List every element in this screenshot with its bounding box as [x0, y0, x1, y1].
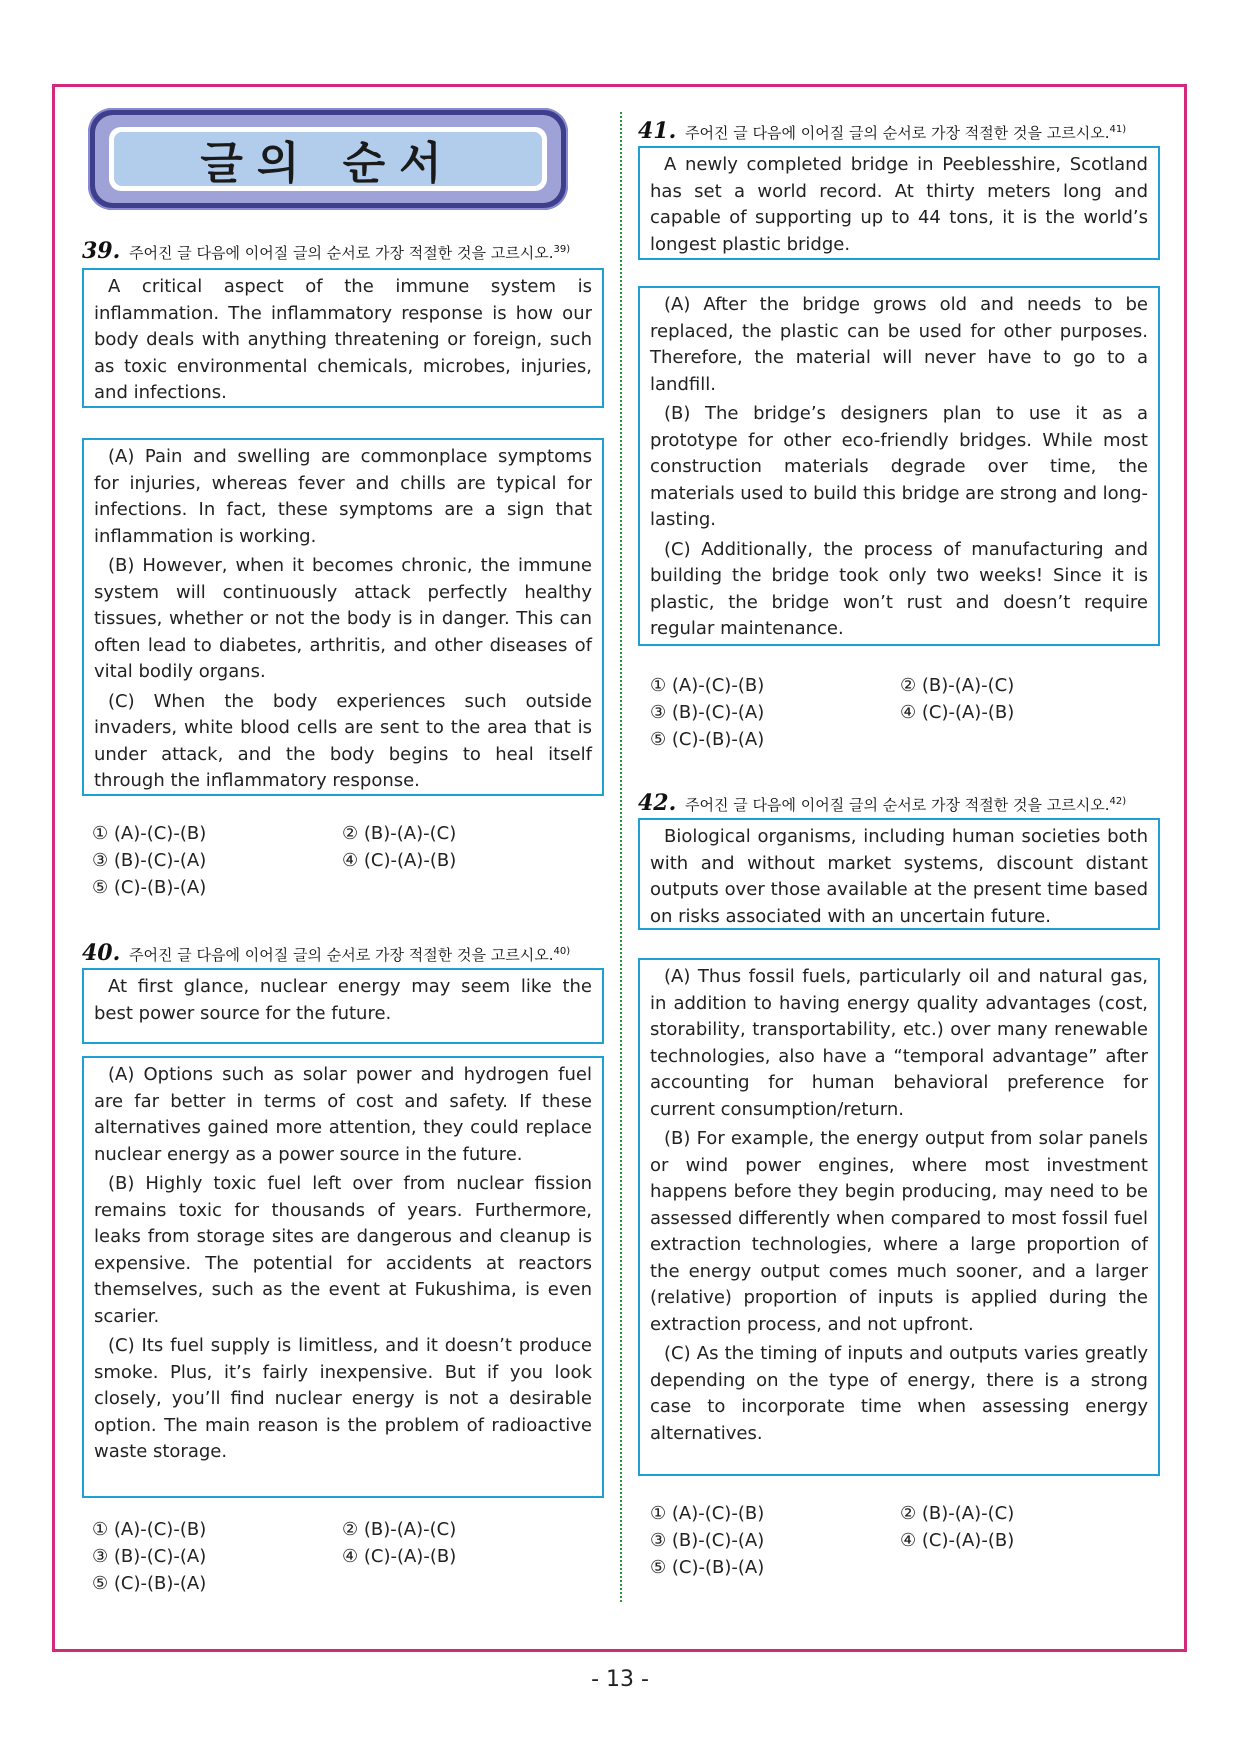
question-41-header: [638, 118, 1126, 144]
option-2[interactable]: ② (B)-(A)-(C): [900, 675, 1015, 696]
question-42-paragraphs-box: [638, 958, 1160, 1476]
option-1[interactable]: ① (A)-(C)-(B): [650, 675, 765, 696]
question-40-options: [92, 1516, 592, 1597]
option-5[interactable]: ⑤ (C)-(B)-(A): [92, 877, 207, 898]
question-40-given-box: [82, 968, 604, 1044]
question-41-paragraphs-box: [638, 286, 1160, 646]
paragraph-a: (A) Pain and swelling are commonplace symptoms for injuries, whereas fever and chills are typical for infections. In fact, these symptoms are a sign that inflammation is working.: [94, 446, 592, 547]
question-number: 42.: [638, 790, 677, 816]
option-3[interactable]: ③ (B)-(C)-(A): [650, 1530, 765, 1551]
question-40-paragraphs-box: [82, 1056, 604, 1498]
option-4[interactable]: ④ (C)-(A)-(B): [900, 702, 1015, 723]
page-number: - 13 -: [591, 1667, 649, 1692]
footnote-ref: 40): [553, 946, 571, 957]
option-4[interactable]: ④ (C)-(A)-(B): [342, 1546, 457, 1567]
option-5[interactable]: ⑤ (C)-(B)-(A): [650, 729, 765, 750]
question-instruction: 주어진 글 다음에 이어질 글의 순서로 가장 적절한 것을 고르시오.: [129, 946, 554, 964]
question-number: 40.: [82, 940, 121, 966]
option-4[interactable]: ④ (C)-(A)-(B): [900, 1530, 1015, 1551]
option-3[interactable]: ③ (B)-(C)-(A): [92, 850, 207, 871]
given-text: At first glance, nuclear energy may seem like the best power source for the future.: [94, 976, 592, 1024]
given-text: A newly completed bridge in Peeblesshire, Scotland has set a world record. At thirty meters long and capable of supporting up to 44 tons, it is the world’s longest plastic bridge.: [650, 154, 1148, 255]
question-41-given-box: [638, 146, 1160, 260]
question-39-paragraphs-box: [82, 438, 604, 796]
paragraph-b: (B) The bridge’s designers plan to use it as a prototype for other eco-friendly bridges. While most construction materials degrade over time, the materials used to build this bridge are strong and long-lasting.: [650, 403, 1148, 530]
given-text: A critical aspect of the immune system is inflammation. The inflammatory response is how our body deals with anything threatening or foreign, such as toxic environmental chemicals, microbes, injuries, and infections.: [94, 276, 592, 403]
section-title-banner: [88, 108, 568, 210]
option-5[interactable]: ⑤ (C)-(B)-(A): [650, 1557, 765, 1578]
question-39-header: [82, 238, 570, 264]
question-instruction: 주어진 글 다음에 이어질 글의 순서로 가장 적절한 것을 고르시오.: [129, 244, 554, 262]
option-2[interactable]: ② (B)-(A)-(C): [342, 823, 457, 844]
option-4[interactable]: ④ (C)-(A)-(B): [342, 850, 457, 871]
paragraph-b: (B) Highly toxic fuel left over from nuclear fission remains toxic for thousands of years. Furthermore, leaks from storage sites are dangerous and cleanup is expensive. The potential for accidents at reactors themselves, such as the event at Fukushima, is even scarier.: [94, 1173, 592, 1327]
paragraph-b: (B) For example, the energy output from solar panels or wind power engines, where most investment happens before they begin producing, may need to be assessed differently when compared to most fossil fuel extraction technologies, where a large proportion of the energy output comes much sooner, and a larger (relative) proportion of inputs is applied during the extraction process, and not upfront.: [650, 1128, 1148, 1335]
footnote-ref: 39): [553, 244, 571, 255]
option-1[interactable]: ① (A)-(C)-(B): [92, 1519, 207, 1540]
option-1[interactable]: ① (A)-(C)-(B): [650, 1503, 765, 1524]
option-3[interactable]: ③ (B)-(C)-(A): [92, 1546, 207, 1567]
question-42-options: [650, 1500, 1150, 1581]
footnote-ref: 42): [1109, 796, 1127, 807]
question-39-given-box: [82, 268, 604, 408]
option-2[interactable]: ② (B)-(A)-(C): [342, 1519, 457, 1540]
paragraph-c: (C) Its fuel supply is limitless, and it doesn’t produce smoke. Plus, it’s fairly inexpensive. But if you look closely, you’ll find nuclear energy is not a desirable option. The main reason is the problem of radioactive waste storage.: [94, 1335, 592, 1462]
paragraph-b: (B) However, when it becomes chronic, the immune system will continuously attack perfectly healthy tissues, whether or not the body is in danger. This can often lead to diabetes, arthritis, and other diseases of vital bodily organs.: [94, 555, 592, 682]
question-39-options: [92, 820, 592, 901]
paragraph-c: (C) Additionally, the process of manufacturing and building the bridge took only two weeks! Since it is plastic, the bridge won’t rust and doesn’t require regular maintenance.: [650, 538, 1148, 639]
question-41-options: [650, 672, 1150, 753]
paragraph-a: (A) After the bridge grows old and needs to be replaced, the plastic can be used for other purposes. Therefore, the material will never have to go to a landfill.: [650, 294, 1148, 395]
question-instruction: 주어진 글 다음에 이어질 글의 순서로 가장 적절한 것을 고르시오.: [685, 796, 1110, 814]
given-text: Biological organisms, including human societies both with and without market systems, discount distant outputs over those available at the present time based on risks associated with an uncertain future.: [650, 826, 1148, 927]
option-2[interactable]: ② (B)-(A)-(C): [900, 1503, 1015, 1524]
question-number: 41.: [638, 118, 677, 144]
option-1[interactable]: ① (A)-(C)-(B): [92, 823, 207, 844]
question-42-given-box: [638, 818, 1160, 930]
option-3[interactable]: ③ (B)-(C)-(A): [650, 702, 765, 723]
paragraph-a: (A) Options such as solar power and hydrogen fuel are far better in terms of cost and safety. If these alternatives gained more attention, they could replace nuclear energy as a power source in the future.: [94, 1064, 592, 1165]
column-divider: [620, 112, 622, 1602]
question-40-header: [82, 940, 570, 966]
paragraph-c: (C) As the timing of inputs and outputs varies greatly depending on the type of energy, there is a strong case to incorporate time when assessing energy alternatives.: [650, 1343, 1148, 1444]
section-title: 글의 순서: [200, 138, 456, 189]
option-5[interactable]: ⑤ (C)-(B)-(A): [92, 1573, 207, 1594]
paragraph-a: (A) Thus fossil fuels, particularly oil and natural gas, in addition to having energy quality advantages (cost, storability, transportability, etc.) over many renewable technologies, also have a “temporal advantage” after accounting for human behavioral preference for current consumption/return.: [650, 966, 1148, 1120]
footnote-ref: 41): [1109, 124, 1127, 135]
question-number: 39.: [82, 238, 121, 264]
question-42-header: [638, 790, 1126, 816]
question-instruction: 주어진 글 다음에 이어질 글의 순서로 가장 적절한 것을 고르시오.: [685, 124, 1110, 142]
paragraph-c: (C) When the body experiences such outside invaders, white blood cells are sent to the area that is under attack, and the body begins to heal itself through the inflammatory response.: [94, 690, 592, 791]
